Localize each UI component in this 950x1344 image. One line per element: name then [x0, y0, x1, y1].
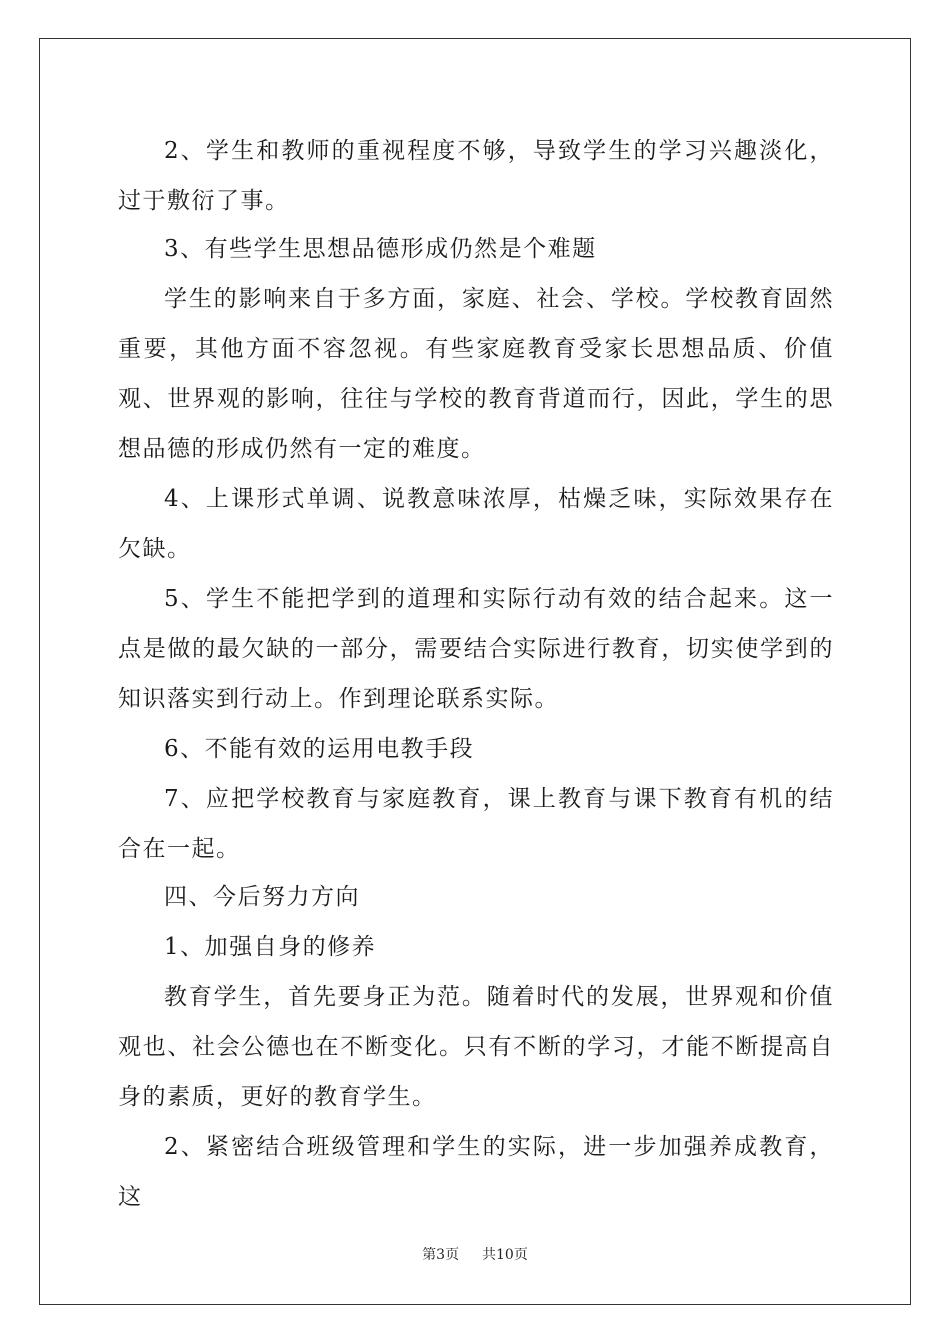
paragraph-4: 4、上课形式单调、说教意味浓厚，枯燥乏味，实际效果存在欠缺。: [118, 486, 834, 562]
page-number: 第3页: [422, 1247, 460, 1263]
paragraph-10: 2、紧密结合班级管理和学生的实际，进一步加强养成教育，这: [118, 1134, 834, 1210]
section-heading: 四、今后努力方向: [164, 884, 360, 910]
paragraph-2: 3、有些学生思想品德形成仍然是个难题: [164, 236, 597, 262]
paragraph-3: 学生的影响来自于多方面，家庭、社会、学校。学校教育固然重要，其他方面不容忽视。有些家庭教育受家长思想品质、价值观、世界观的影响，往往与学校的教育背道而行，因此，学生的思想品德的形成仍然有一定的难度。: [118, 286, 834, 462]
paragraph-8: 1、加强自身的修养: [164, 934, 377, 960]
page-total: 共10页: [482, 1247, 528, 1263]
page-footer: [0, 1244, 950, 1264]
paragraph-7: 7、应把学校教育与家庭教育，课上教育与课下教育有机的结合在一起。: [118, 786, 834, 862]
paragraph-9: 教育学生，首先要身正为范。随着时代的发展，世界观和价值观也、社会公德也在不断变化。只有不断的学习，才能不断提高自身的素质，更好的教育学生。: [118, 984, 834, 1110]
paragraph-5: 5、学生不能把学到的道理和实际行动有效的结合起来。这一点是做的最欠缺的一部分，需要结合实际进行教育，切实使学到的知识落实到行动上。作到理论联系实际。: [118, 586, 834, 712]
paragraph-1: 2、学生和教师的重视程度不够，导致学生的学习兴趣淡化，过于敷衍了事。: [118, 138, 834, 214]
paragraph-6: 6、不能有效的运用电教手段: [164, 736, 475, 762]
